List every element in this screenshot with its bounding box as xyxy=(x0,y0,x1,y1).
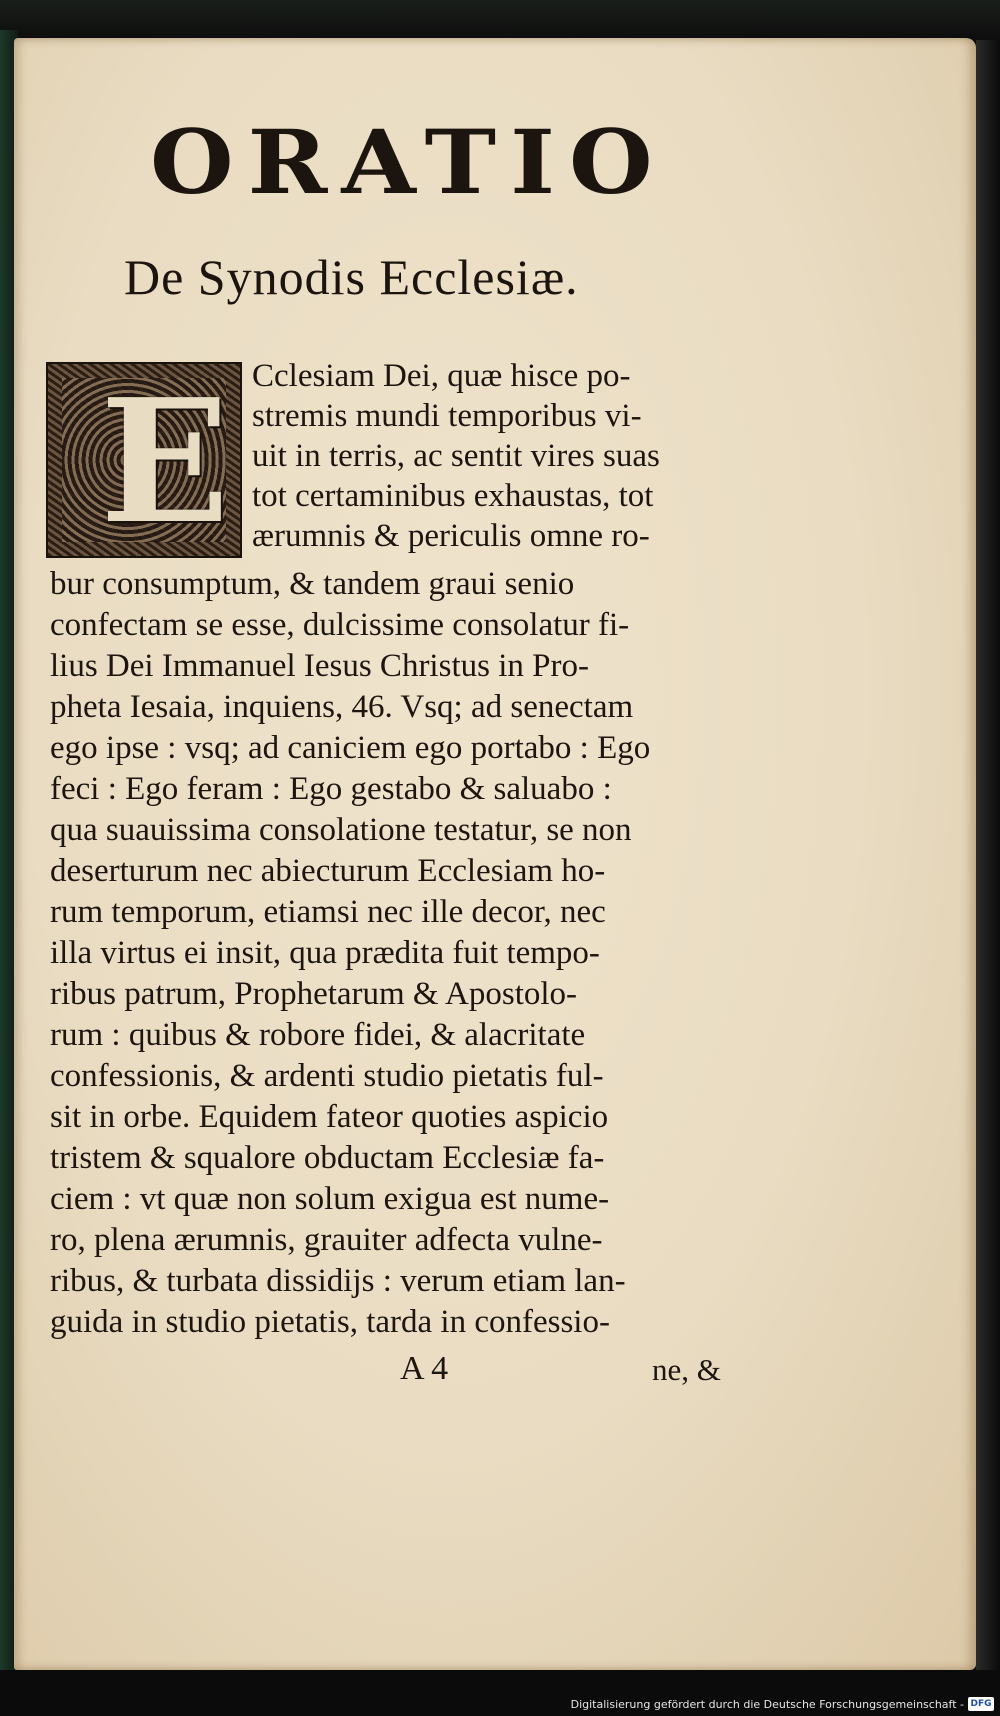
decorated-initial xyxy=(46,362,242,562)
text-line: stremis mundi temporibus vi- xyxy=(252,398,642,434)
text-line: Cclesiam Dei, quæ hisce po- xyxy=(252,358,631,394)
text-line: uit in terris, ac sentit vires suas xyxy=(252,438,660,474)
catchword: ne, & xyxy=(652,1352,721,1387)
text-line: guida in studio pietatis, tarda in confessio- xyxy=(50,1304,610,1340)
text-line: tot certaminibus exhaustas, tot xyxy=(252,478,654,514)
text-line: bur consumptum, & tandem graui senio xyxy=(50,566,575,602)
text-line: illa virtus ei insit, qua prædita fuit tempo- xyxy=(50,935,600,971)
text-line: ærumnis & periculis omne ro- xyxy=(252,518,650,554)
text-line: rum : quibus & robore fidei, & alacritate xyxy=(50,1017,586,1053)
text-line: ro, plena ærumnis, grauiter adfecta vulne- xyxy=(50,1222,603,1258)
text-line: ribus patrum, Prophetarum & Apostolo- xyxy=(50,976,578,1012)
text-line: sit in orbe. Equidem fateor quoties aspicio xyxy=(50,1099,609,1135)
text-line: deserturum nec abiecturum Ecclesiam ho- xyxy=(50,853,606,889)
text-line: confessionis, & ardenti studio pietatis ful- xyxy=(50,1058,604,1094)
text-line: pheta Iesaia, inquiens, 46. Vsq; ad senectam xyxy=(50,689,634,725)
text-line: qua suauissima consolatione testatur, se non xyxy=(50,812,632,848)
signature-mark: A 4 xyxy=(400,1350,449,1387)
book-top-edge xyxy=(0,0,1000,40)
funding-credit: Digitalisierung gefördert durch die Deutsche Forschungsgemeinschaft - xyxy=(570,1698,964,1711)
text-line: ciem : vt quæ non solum exigua est nume- xyxy=(50,1181,610,1217)
initial-letter: E xyxy=(100,362,230,562)
page-subtitle: De Synodis Ecclesiæ. xyxy=(124,249,579,305)
text-line: tristem & squalore obductam Ecclesiæ fa- xyxy=(50,1140,605,1176)
text-line: ribus, & turbata dissidijs : verum etiam lan- xyxy=(50,1263,626,1299)
text-line: lius Dei Immanuel Iesus Christus in Pro- xyxy=(50,648,589,684)
text-line: rum temporum, etiamsi nec ille decor, nec xyxy=(50,894,606,930)
text-line: ego ipse : vsq; ad caniciem ego portabo : Ego xyxy=(50,730,651,766)
page-title: ORATIO xyxy=(150,110,667,214)
text-line: confectam se esse, dulcissime consolatur fi- xyxy=(50,607,630,643)
dfg-logo-icon: DFG xyxy=(968,1697,994,1711)
page-right-shadow xyxy=(976,40,1000,1670)
text-line: feci : Ego feram : Ego gestabo & saluabo : xyxy=(50,771,612,807)
